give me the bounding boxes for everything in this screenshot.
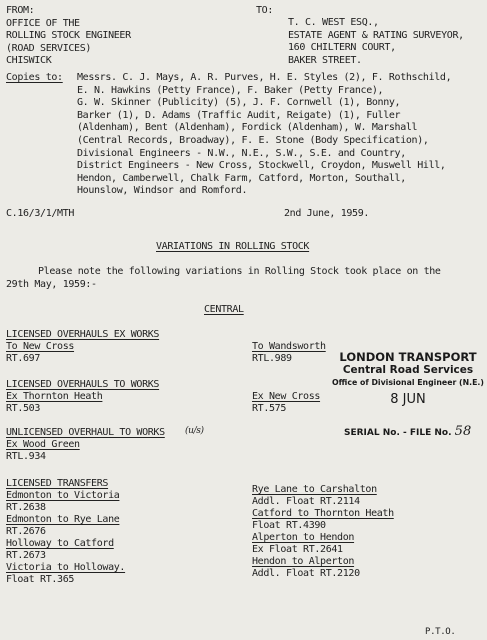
vehicle-number: RTL.989: [252, 353, 292, 364]
destination: To New Cross: [6, 341, 75, 352]
vehicle-number: RT.2638: [6, 502, 46, 513]
copies-line: Hendon, Camberwell, Chalk Farm, Catford, Morton, Southall,: [77, 172, 406, 184]
reference-number: C.16/3/1/MTH: [6, 208, 75, 219]
transfer-route: Edmonton to Victoria: [6, 490, 120, 501]
from-line: ROLLING STOCK ENGINEER: [6, 30, 131, 42]
origin: Ex Wood Green: [6, 439, 80, 450]
vehicle-number: RT.575: [252, 403, 287, 414]
transfer-route: Hendon to Alperton: [252, 556, 355, 567]
copies-line: District Engineers - New Cross, Stockwell, Croydon, Muswell Hill,: [77, 160, 446, 172]
copies-line: (Aldenham), Bent (Aldenham), Fordick (Aldenham), W. Marshall: [77, 122, 418, 134]
transfer-route: Edmonton to Rye Lane: [6, 514, 120, 525]
stamp-date: 8 JUN: [390, 392, 426, 407]
from-label: FROM:: [6, 5, 35, 16]
vehicle-number: Float RT.365: [6, 574, 75, 585]
vehicle-number: Float RT.4390: [252, 520, 326, 531]
division-heading: CENTRAL: [204, 304, 244, 315]
serial-label: SERIAL No. - FILE No.: [344, 428, 452, 438]
page-turn-note: P.T.O.: [425, 627, 456, 637]
copies-list: [77, 72, 451, 198]
vehicle-number: Addl. Float RT.2120: [252, 568, 360, 579]
section-heading: LICENSED OVERHAULS EX WORKS: [6, 329, 160, 340]
to-line: T. C. WEST ESQ.,: [288, 17, 379, 28]
letter-date: 2nd June, 1959.: [284, 208, 370, 219]
copies-line: Barker (1), D. Adams (Traffic Audit, Reigate) (1), Fuller: [77, 109, 401, 121]
stamp-line: LONDON TRANSPORT: [339, 350, 477, 364]
transfer-route: Rye Lane to Carshalton: [252, 484, 377, 495]
handwritten-note: (u/s): [185, 426, 204, 436]
vehicle-number: RT.2673: [6, 550, 46, 561]
from-block: [6, 5, 131, 68]
copies-line: E. N. Hawkins (Petty France), F. Baker (Petty France),: [77, 84, 384, 96]
copies-line: Divisional Engineers - N.W., N.E., S.W., S.E. and Country,: [77, 147, 406, 159]
copies-line: G. W. Skinner (Publicity) (5), J. F. Cornwell (1), Bonny,: [77, 97, 401, 109]
to-line: ESTATE AGENT & RATING SURVEYOR,: [288, 29, 464, 41]
to-block: [288, 17, 464, 67]
vehicle-number: RT.503: [6, 403, 41, 414]
transfer-route: Catford to Thornton Heath: [252, 508, 394, 519]
vehicle-number: Addl. Float RT.2114: [252, 496, 360, 507]
copies-line: (Central Records, Broadway), F. E. Stone (Body Specification),: [77, 134, 429, 146]
transfer-route: Holloway to Catford: [6, 538, 114, 549]
serial-stamp: [344, 426, 471, 440]
section-heading: LICENSED OVERHAULS TO WORKS: [6, 379, 160, 390]
transfer-route: Alperton to Hendon: [252, 532, 355, 543]
to-line: 160 CHILTERN COURT,: [288, 42, 396, 54]
from-line: (ROAD SERVICES): [6, 42, 92, 54]
copies-line: Hounslow, Windsor and Romford.: [77, 185, 248, 197]
intro-line: 29th May, 1959:-: [6, 279, 97, 290]
vehicle-number: RT.697: [6, 353, 41, 364]
section-heading: LICENSED TRANSFERS: [6, 478, 109, 489]
office-stamp: [330, 350, 486, 408]
file-number: 58: [454, 424, 472, 439]
vehicle-number: RT.2676: [6, 526, 46, 537]
intro-line: Please note the following variations in Rolling Stock took place on the: [38, 266, 441, 277]
from-line: OFFICE OF THE: [6, 17, 80, 29]
to-label: TO:: [256, 5, 274, 16]
origin: Ex Thornton Heath: [6, 391, 103, 402]
copies-label: Copies to:: [6, 72, 63, 83]
to-line: BAKER STREET.: [288, 54, 362, 66]
document-title: VARIATIONS IN ROLLING STOCK: [156, 241, 310, 252]
vehicle-number: Ex Float RT.2641: [252, 544, 343, 555]
copies-line: Messrs. C. J. Mays, A. R. Purves, H. E. Styles (2), F. Rothschild,: [77, 72, 452, 83]
origin: Ex New Cross: [252, 391, 321, 402]
destination: To Wandsworth: [252, 341, 326, 352]
stamp-line: Office of Divisional Engineer (N.E.): [332, 378, 484, 387]
from-line: CHISWICK: [6, 55, 52, 67]
transfer-route: Victoria to Holloway.: [6, 562, 126, 573]
section-heading: UNLICENSED OVERHAUL TO WORKS: [6, 427, 165, 438]
stamp-line: Central Road Services: [342, 364, 474, 376]
vehicle-number: RTL.934: [6, 451, 46, 462]
